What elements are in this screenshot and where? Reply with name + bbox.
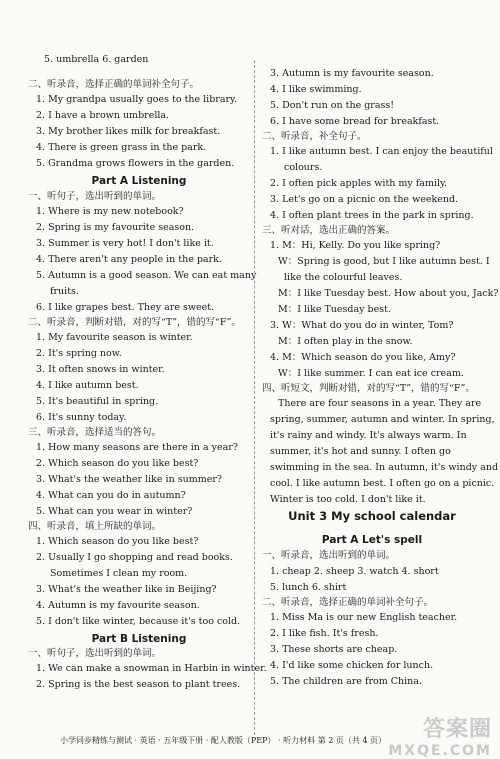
text-line: 4. There is green grass in the park. [36,142,207,153]
text-line: W：I like summer. I can eat ice cream. [278,368,464,379]
text-line: 1. cheap 2. sheep 3. watch 4. short [270,566,439,577]
text-line: M：I like Tuesday best. How about you, Jack? [278,288,499,299]
text-line: 5. I don't like winter, because it's too cold. [36,616,241,627]
text-line: 6. I like grapes best. They are sweet. [36,302,215,313]
text-line: 6. It's sunny today. [36,412,127,423]
text-line: 2. Spring is the best season to plant trees. [36,679,241,690]
text-line: 5. lunch 6. shirt [270,582,347,593]
text-line: M：I often play in the snow. [278,336,413,347]
text-line: colours. [284,162,323,173]
text-line: 2. I often pick apples with my family. [270,178,448,189]
text-line: 3. Let's go on a picnic on the weekend. [270,194,459,205]
text-line: 2. Usually I go shopping and read books. [36,552,233,563]
text-line: 2. Which season do you like best? [36,458,199,469]
text-line: 5. It's beautiful in spring. [36,396,159,407]
text-line: 5. Autumn is a good season. We can eat many [36,270,257,281]
part-heading: Part A Let's spell [321,534,423,546]
text-line: 4. There aren't any people in the park. [36,254,222,265]
section-instruction: 三、听录音，选择适当的答句。 [28,427,162,438]
text-line: 1. My favourite season is winter. [36,332,193,343]
text-line: 4. I like swimming. [270,84,362,95]
text-line: 5. Don't run on the grass! [270,100,395,111]
text-line: swimming in the sea. In autumn, it's windy and [270,462,499,473]
text-line: 1. My grandpa usually goes to the library. [36,94,238,105]
text-line: 3. These shorts are cheap. [270,644,398,655]
text-line: 4. I'd like some chicken for lunch. [270,660,434,671]
text-line: 2. Spring is my favourite season. [36,222,195,233]
column-divider [254,60,255,735]
text-line: 3. Summer is very hot! I don't like it. [36,238,214,249]
text-line: 5. Grandma grows flowers in the garden. [36,158,235,169]
part-heading: Part B Listening [91,633,187,645]
text-line: 2. I have a brown umbrella. [36,110,170,121]
text-line: it's rainy and windy. It's always warm. In [270,430,467,441]
text-line: 5. What can you wear in winter? [36,506,193,517]
text-line: M：I like Tuesday best. [278,304,391,315]
text-line: 3. W：What do you do in winter, Tom? [270,320,454,331]
section-instruction: 四、听短文，判断对错，对的写“T”，错的写“F”。 [262,383,475,394]
text-line: 3. My brother likes milk for breakfast. [36,126,221,137]
text-line: 4. I often plant trees in the park in spring. [270,210,474,221]
text-line: 1. I like autumn best. I can enjoy the beautiful [270,146,493,157]
text-line: spring, summer, autumn and winter. In spring, [270,414,495,425]
unit-heading: Unit 3 My school calendar [288,509,456,523]
text-line: 4. What can you do in autumn? [36,490,186,501]
section-instruction: 二、听录音，判断对错，对的写“T”，错的写“F”。 [28,317,241,328]
watermark-line-2: MXQE.COM [388,743,492,759]
part-heading: Part A Listening [91,175,187,187]
text-line: cool. I like autumn best. I often go on a picnic. [270,478,495,489]
text-line: 4. I like autumn best. [36,380,139,391]
text-line: There are four seasons in a year. They are [278,398,482,409]
text-line: 1. Miss Ma is our new English teacher. [270,612,458,623]
text-line: 1. M：Hi, Kelly. Do you like spring? [270,240,441,251]
text-line: 4. M：Which season do you like, Amy? [270,352,456,363]
text-line: 4. Autumn is my favourite season. [36,600,200,611]
text-line: Sometimes I clean my room. [50,568,188,579]
page-footer: 小学同步精练与测试 · 英语 · 五年级下册 · 配人教版（PEP） · 听力材料 第 2 页（共 4 页） [60,736,387,745]
text-line: 2. I like fish. It's fresh. [270,628,379,639]
text-line: 5. umbrella 6. garden [44,54,149,65]
text-line: 2. It's spring now. [36,348,122,359]
text-line: W：Spring is good, but I like autumn best. I [278,256,490,267]
text-line: 1. Which season do you like best? [36,536,199,547]
section-instruction: 二、听录音，补全句子。 [262,131,367,142]
text-line: 1. We can make a snowman in Harbin in winter. [36,663,267,674]
section-instruction: 三、听对话，选出正确的答案。 [262,225,396,236]
text-line: like the colourful leaves. [284,272,403,283]
text-line: 5. The children are from China. [270,676,422,687]
section-instruction: 一、听句子，选出听到的单词。 [28,191,162,202]
text-line: 3. It often snows in winter. [36,364,165,375]
text-line: 3. What's the weather like in Beijing? [36,584,217,595]
section-instruction: 二、听录音，选择正确的单词补全句子。 [28,79,200,90]
text-line: 3. What's the weather like in summer? [36,474,222,485]
section-instruction: 一、听句子，选出听到的单词。 [28,648,162,659]
text-line: fruits. [50,286,79,297]
section-instruction: 四、听录音，填上所缺的单词。 [28,521,162,532]
text-line: 6. I have some bread for breakfast. [270,116,440,127]
text-line: 1. Where is my new notebook? [36,206,184,217]
text-line: summer, it's hot and sunny. I often go [270,446,451,457]
text-line: 1. How many seasons are there in a year? [36,442,238,453]
text-line: 3. Autumn is my favourite season. [270,68,434,79]
text-line: Winter is too cold. I don't like it. [270,494,426,505]
watermark-line-1: 答案圈 [422,717,492,742]
section-instruction: 一、听录音，选出听到的单词。 [262,550,396,561]
section-instruction: 二、听录音，选择正确的单词补全句子。 [262,597,434,608]
